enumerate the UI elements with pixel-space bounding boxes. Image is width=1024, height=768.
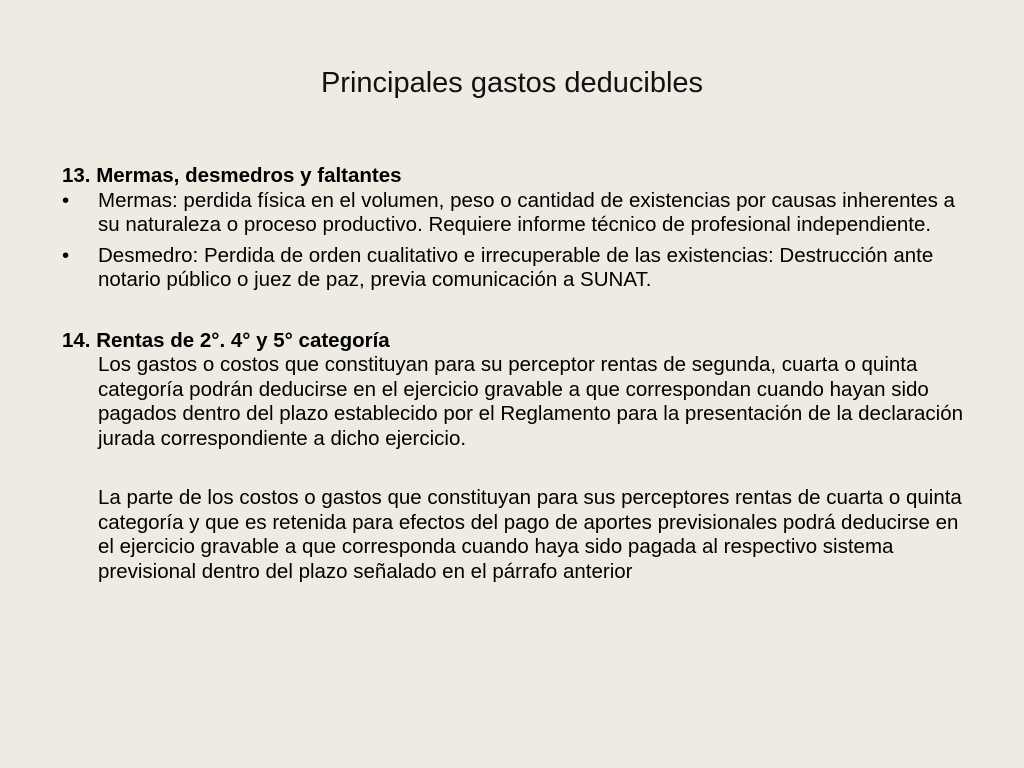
section-13-heading: 13. Mermas, desmedros y faltantes: [62, 164, 402, 187]
bullet-text: Desmedro: Perdida de orden cualitativo e irrecuperable de las existencias: Destrucción ante notario público o juez de paz, previa comunicación a SUNAT.: [98, 243, 934, 291]
section-14-heading: 14. Rentas de 2°. 4° y 5° categoría: [62, 328, 390, 352]
slide-title: Principales gastos deducibles: [320, 67, 704, 99]
bullet-text: Mermas: perdida física en el volumen, peso o cantidad de existencias por causas inherentes a su naturaleza o proceso productivo. Requiere informe técnico de profesional independiente.: [98, 188, 955, 236]
bullet-icon: •: [62, 188, 70, 212]
section-14-paragraph: La parte de los costos o gastos que constituyan para sus perceptores rentas de cuarta o quinta categoría y que es retenida para efectos del pago de aportes previsionales podrá deducirse en el ejercicio gravable a que corresponda cuando haya sido pagada al respectivo sistema previsional dentro del plazo señalado en el párrafo anterior: [98, 486, 962, 583]
section-14-paragraph: Los gastos o costos que constituyan para su perceptor rentas de segunda, cuarta o quinta categoría podrán deducirse en el ejercicio gravable a que correspondan cuando hayan sido pagados dentro del plazo establecido por el Reglamento para la presentación de la declaración jurada correspondiente a dicho ejercicio.: [98, 353, 963, 450]
bullet-icon: •: [62, 243, 70, 267]
bullet-item-desmedro: [62, 244, 972, 293]
slide-body: [62, 164, 972, 584]
bullet-item-mermas: [62, 189, 972, 238]
